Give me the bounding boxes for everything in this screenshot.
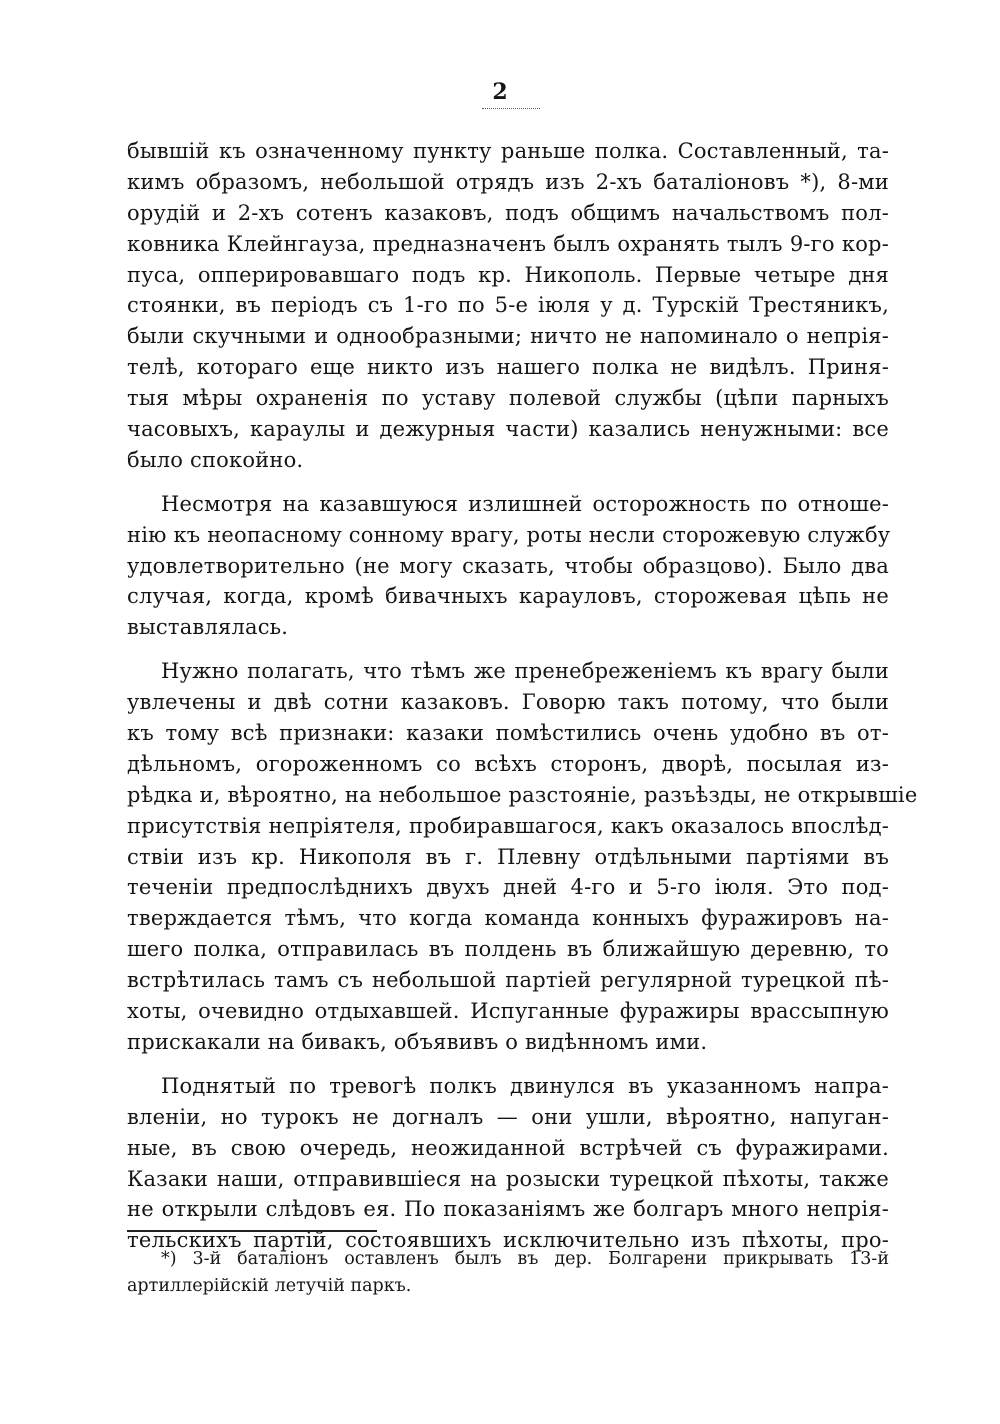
footnote-line: артиллерійскій летучій паркъ. [127, 1276, 412, 1296]
text-line: ствіи изъ кр. Никополя въ г. Плевну отдѣльными партіями въ [127, 844, 889, 869]
text-line: Несмотря на казавшуюся излишней осторожность по отноше- [161, 491, 889, 516]
text-line: тельскихъ партій, состоявшихъ исключительно изъ пѣхоты, про- [127, 1228, 889, 1253]
text-line: увлечены и двѣ сотни казаковъ. Говорю такъ потому, что были [127, 690, 889, 715]
text-line: часовыхъ, караулы и дежурныя части) казались ненужными: все [127, 417, 889, 442]
text-line: кимъ образомъ, небольшой отрядъ изъ 2-хъ баталіоновъ *), 8-ми [127, 169, 889, 194]
text-line: рѣдка и, вѣроятно, на небольшое разстояніе, разъѣзды, не открывшіе [127, 782, 918, 807]
text-line: встрѣтилась тамъ съ небольшой партіей регулярной турецкой пѣ- [127, 968, 889, 993]
text-line: шего полка, отправилась въ полдень въ ближайшую деревню, то [127, 937, 889, 962]
text-line: къ тому всѣ признаки: казаки помѣстились очень удобно въ от- [127, 721, 889, 746]
paragraph-1 [127, 136, 889, 476]
text-line: стоянки, въ періодъ съ 1-го по 5-е іюля у д. Турскій Трестяникъ, [127, 293, 889, 318]
text-line: не открыли слѣдовъ ея. По показаніямъ же болгаръ много непрія- [127, 1197, 889, 1222]
paragraph-3 [127, 656, 918, 1058]
text-line: тыя мѣры охраненія по уставу полевой службы (цѣпи парныхъ [127, 386, 889, 411]
paragraph-2 [127, 489, 889, 643]
text-line: пуса, опперировавшаго подъ кр. Никополь. Первые четыре дня [127, 262, 889, 287]
text-line: ковника Клейнгауза, предназначенъ былъ охранять тылъ 9-го кор- [127, 231, 889, 256]
text-line: орудій и 2-хъ сотенъ казаковъ, подъ общимъ начальствомъ пол- [127, 200, 889, 225]
text-line: Поднятый по тревогѣ полкъ двинулся въ указанномъ напра- [161, 1073, 889, 1098]
footnote-divider [127, 1230, 377, 1232]
text-line: телѣ, котораго еще никто изъ нашего полка не видѣлъ. Приня- [127, 355, 889, 380]
text-line: ные, въ свою очередь, неожиданной встрѣчей съ фуражирами. [127, 1135, 889, 1160]
text-line: присутствія непріятеля, пробиравшагося, какъ оказалось впослѣд- [127, 813, 889, 838]
text-line: дѣльномъ, огороженномъ со всѣхъ сторонъ, дворѣ, посылая из- [127, 751, 889, 776]
page-number-ornament [482, 104, 540, 109]
paragraph-4 [127, 1071, 889, 1256]
text-line: бывшій къ означенному пункту раньше полка. Составленный, та- [127, 139, 889, 163]
text-line: было спокойно. [127, 447, 304, 472]
text-line: были скучными и однообразными; ничто не напоминало о непрія- [127, 324, 889, 349]
footnote-line: *) 3-й баталіонъ оставленъ былъ въ дер. Болгарени прикрывать 13-й [161, 1249, 889, 1269]
text-line: выставлялась. [127, 615, 289, 640]
text-line: вленіи, но турокъ не догналъ — они ушли, вѣроятно, напуган- [127, 1104, 889, 1129]
text-line: Нужно полагать, что тѣмъ же пренебреженіемъ къ врагу были [161, 659, 889, 684]
text-line: тверждается тѣмъ, что когда команда конныхъ фуражировъ на- [127, 906, 889, 931]
text-line: удовлетворительно (не могу сказать, чтобы образцово). Было два [127, 553, 889, 578]
text-line: хоты, очевидно отдыхавшей. Испуганные фуражиры врассыпную [127, 999, 889, 1024]
footnote [127, 1246, 889, 1300]
text-line: Казаки наши, отправившіеся на розыски турецкой пѣхоты, также [127, 1166, 889, 1191]
page-number: 2 [492, 79, 508, 105]
text-line: нію къ неопасному сонному врагу, роты несли сторожевую службу [127, 522, 891, 547]
body-text [127, 136, 918, 1269]
text-line: теченіи предпослѣднихъ двухъ дней 4-го и 5-го іюля. Это под- [127, 875, 889, 900]
text-line: прискакали на бивакъ, объявивъ о видѣнномъ ими. [127, 1029, 708, 1054]
text-line: случая, когда, кромѣ бивачныхъ карауловъ, сторожевая цѣпь не [127, 584, 889, 609]
